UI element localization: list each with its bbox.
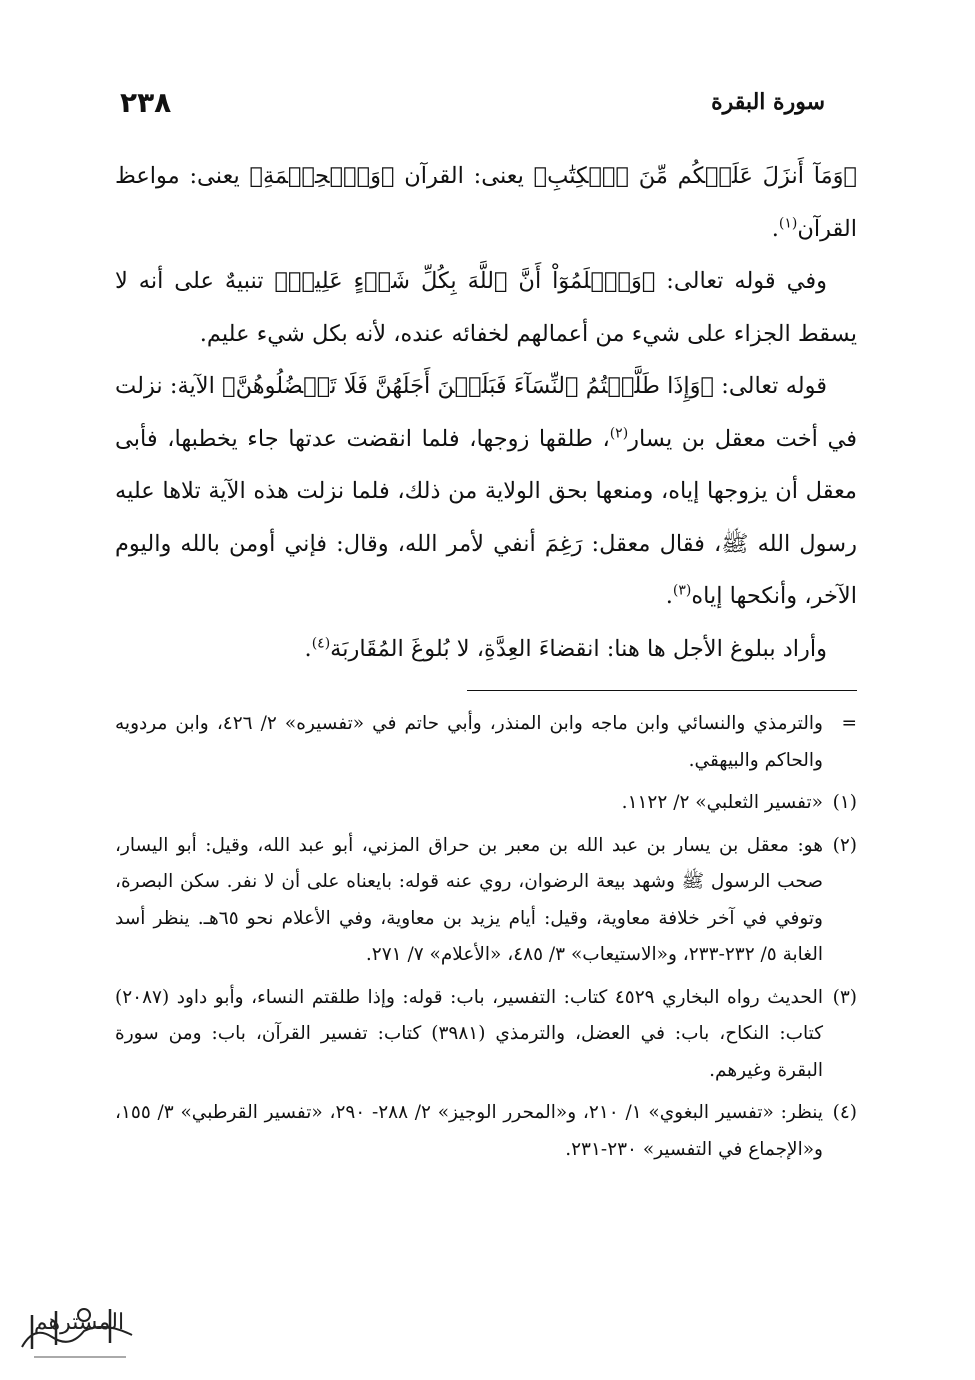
page-header xyxy=(120,82,825,122)
library-logo-icon xyxy=(14,1285,144,1365)
footnote-text: ينظر: «تفسير البغوي» ١/ ٢١٠، و«المحرر الوجيز» ٢/ ٢٨٨- ٢٩٠، «تفسير القرطبي» ٣/ ١٥٥، و«الإجماع في التفسير» ٢٣٠-٢٣١. xyxy=(115,1102,823,1160)
paragraph-4-text: وأراد ببلوغ الأجل ها هنا: انقضاءَ العِدَّةِ، لا بُلوغَ المُقَاربَة xyxy=(330,635,827,662)
paragraph-4-end: . xyxy=(304,635,312,662)
paragraph-3 xyxy=(115,360,857,623)
paragraph-4 xyxy=(115,623,857,676)
footnote-item xyxy=(115,785,857,822)
footnote-mark: (١) xyxy=(832,792,857,813)
footnote-text: هو: معقل بن يسار بن عبد الله بن معبر بن حراق المزني، أبو عبد الله، وقيل: أبو اليسار، صحب الرسول ﷺ وشهد بيعة الرضوان، روي عنه قوله: بايعناه على أن لا نفر. سكن البصرة، وتوفي في آخر خلافة معاوية، وقيل: أيام يزيد بن معاوية، وفي الأعلام نحو ٦٥هـ. ينظر أسد الغابة ٥/ ٢٣٢-٢٣٣، و«الاستيعاب» ٣/ ٤٨٥، «الأعلام» ٧/ ٢٧١. xyxy=(115,834,823,965)
footnote-item xyxy=(115,1095,857,1168)
paragraph-2: وفي قوله تعالى: ﴿وَٱعۡلَمُوٓاْ أَنَّ ٱللَّهَ بِكُلِّ شَيۡءٍ عَلِيمٞ﴾ تنبيهٌ على أنه لا يسقط الجزاء على شيء من أعمالهم لخفائه عنده، لأنه بكل شيء عليم. xyxy=(115,268,857,347)
footnote-text: والترمذي والنسائي وابن ماجه وابن المنذر، وأبي حاتم في «تفسيره» ٢/ ٤٢٦، وابن مردويه والحاكم والبيهقي. xyxy=(115,713,823,771)
footnote-divider xyxy=(467,690,857,691)
footnote-ref-4: (٤) xyxy=(311,635,331,651)
logo-text: المسترهم xyxy=(33,1310,125,1335)
footnote-mark: (٢) xyxy=(832,834,857,856)
footnote-text: الحديث رواه البخاري ٤٥٢٩ كتاب: التفسير، باب: قوله: وإذا طلقتم النساء، وأبو داود (٢٠٨٧) كتاب: النكاح، باب: في العضل، والترمذي (٣٩٨١) كتاب: تفسير القرآن، باب: ومن سورة البقرة وغيرهم. xyxy=(115,986,824,1081)
running-title: سورة البقرة xyxy=(711,89,825,115)
footnote-mark: = xyxy=(841,713,857,734)
paragraph-1-text: ﴿وَمَآ أَنزَلَ عَلَيۡكُم مِّنَ ٱلۡكِتَٰبِ﴾ يعنى: القرآن ﴿وَٱلۡحِكۡمَةِ﴾ يعنى: مواعظ القرآن xyxy=(115,163,857,242)
footnote-mark: (٤) xyxy=(832,1102,857,1123)
paragraph-3-text-a: قوله تعالى: ﴿وَإِذَا طَلَّقۡتُمُ ٱلنِّسَآءَ فَبَلَغۡنَ أَجَلَهُنَّ فَلَا تَعۡضُلُوهُنَّ﴾ الآية: نزلت في أخت معقل بن يسار xyxy=(115,373,857,452)
paragraph-1 xyxy=(115,150,857,255)
paragraph-1-end: . xyxy=(771,215,779,242)
footnote-item xyxy=(115,980,857,1090)
footnote-ref-1: (١) xyxy=(778,215,798,231)
footnote-ref-3: (٣) xyxy=(672,582,692,599)
page-number: ٢٣٨ xyxy=(120,85,172,119)
footnote-ref-2: (٢) xyxy=(609,425,629,441)
footnote-text: «تفسير الثعلبي» ٢/ ١١٢٢. xyxy=(621,792,823,813)
footnote-item xyxy=(115,828,857,974)
main-text xyxy=(115,150,857,675)
footnote-mark: (٣) xyxy=(832,986,857,1008)
footnotes xyxy=(115,706,857,1174)
paragraph-3-text-b: ، طلقها زوجها، فلما انقضت عدتها جاء يخطبها، فأبى معقل أن يزوجها إياه، ومنعها بحق الولاية من ذلك، فلما نزلت هذه الآية تلاها عليه رسول الله ﷺ، فقال معقل: رَغِمَ أنفي لأمر الله، وقال: فإني أومن بالله واليوم الآخر، وأنكحها إياه xyxy=(115,425,857,609)
paragraph-3-end: . xyxy=(665,583,673,609)
footnote-item xyxy=(115,706,857,779)
